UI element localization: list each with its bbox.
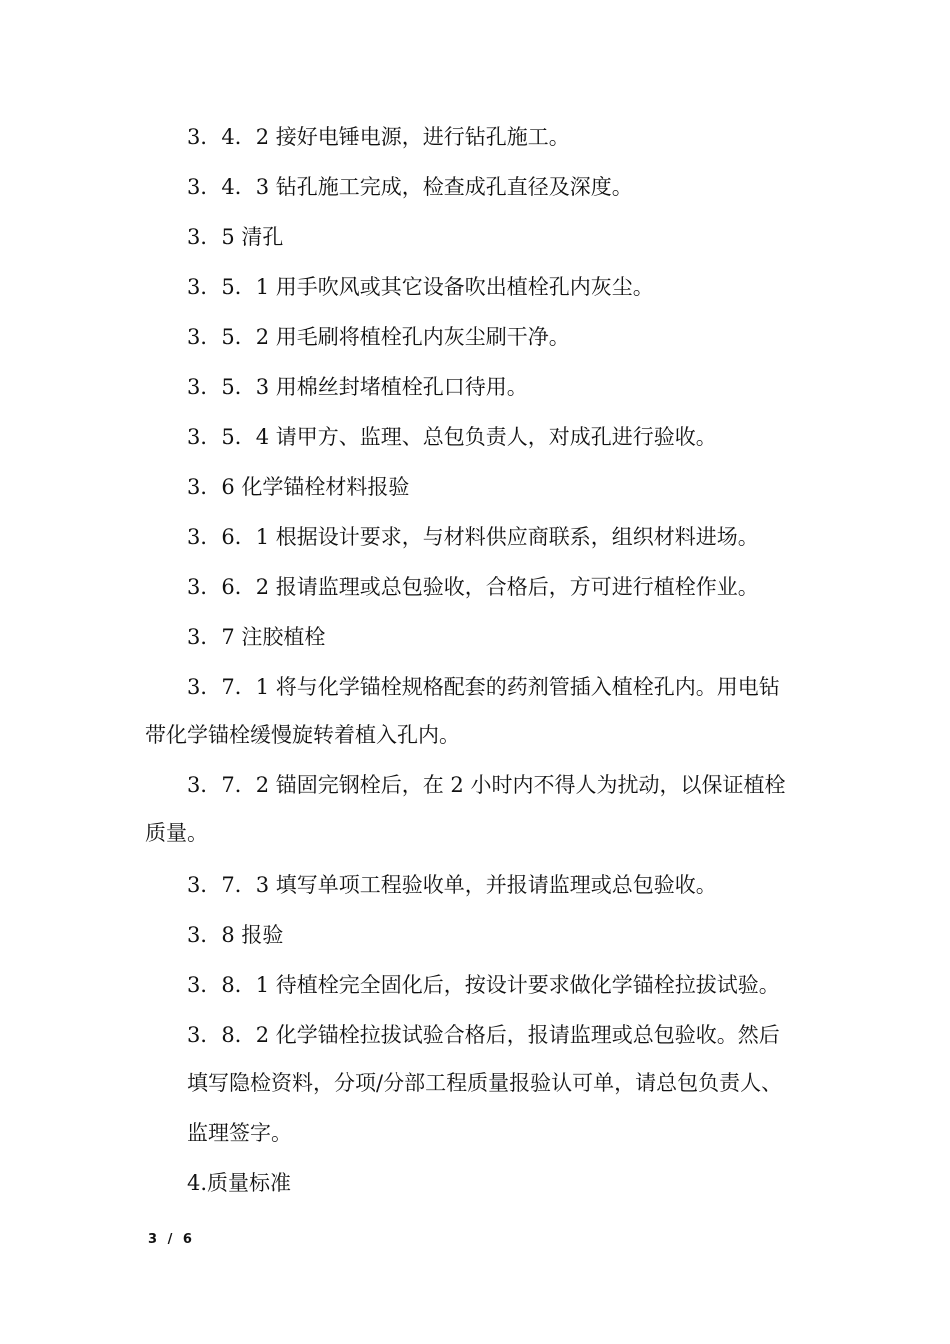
paragraph-line: 3．5．3 用棉丝封堵植栓孔口待用。 <box>187 375 528 399</box>
paragraph-line: 3．7．1 将与化学锚栓规格配套的药剂管插入植栓孔内。用电钻 <box>187 675 780 699</box>
paragraph-line-continued: 质量。 <box>145 821 208 845</box>
section-heading: 3．6 化学锚栓材料报验 <box>187 475 410 499</box>
paragraph-line: 3．6．2 报请监理或总包验收，合格后，方可进行植栓作业。 <box>187 575 759 599</box>
paragraph-line: 3．6．1 根据设计要求，与材料供应商联系，组织材料进场。 <box>187 525 759 549</box>
paragraph-line: 3．5．1 用手吹风或其它设备吹出植栓孔内灰尘。 <box>187 275 654 299</box>
paragraph-line: 3．4．2 接好电锤电源，进行钻孔施工。 <box>187 125 570 149</box>
paragraph-line-continued: 填写隐检资料，分项/分部工程质量报验认可单，请总包负责人、 <box>187 1071 783 1095</box>
section-heading: 4.质量标准 <box>187 1171 292 1195</box>
paragraph-line: 3．5．2 用毛刷将植栓孔内灰尘刷干净。 <box>187 325 570 349</box>
paragraph-line: 3．5．4 请甲方、监理、总包负责人，对成孔进行验收。 <box>187 425 717 449</box>
section-heading: 3．8 报验 <box>187 923 284 947</box>
paragraph-line: 3．7．3 填写单项工程验收单，并报请监理或总包验收。 <box>187 873 717 897</box>
section-heading: 3．7 注胶植栓 <box>187 625 326 649</box>
paragraph-line: 3．4．3 钻孔施工完成，检查成孔直径及深度。 <box>187 175 633 199</box>
paragraph-line: 3．8．2 化学锚栓拉拔试验合格后，报请监理或总包验收。然后 <box>187 1023 780 1047</box>
paragraph-line: 3．7．2 锚固完钢栓后，在 2 小时内不得人为扰动，以保证植栓 <box>187 773 786 797</box>
paragraph-line: 3．8．1 待植栓完全固化后，按设计要求做化学锚栓拉拔试验。 <box>187 973 780 997</box>
paragraph-line-continued: 带化学锚栓缓慢旋转着植入孔内。 <box>145 723 460 747</box>
page-number: 3 / 6 <box>148 1232 195 1247</box>
paragraph-line-continued: 监理签字。 <box>187 1121 292 1145</box>
section-heading: 3．5 清孔 <box>187 225 284 249</box>
